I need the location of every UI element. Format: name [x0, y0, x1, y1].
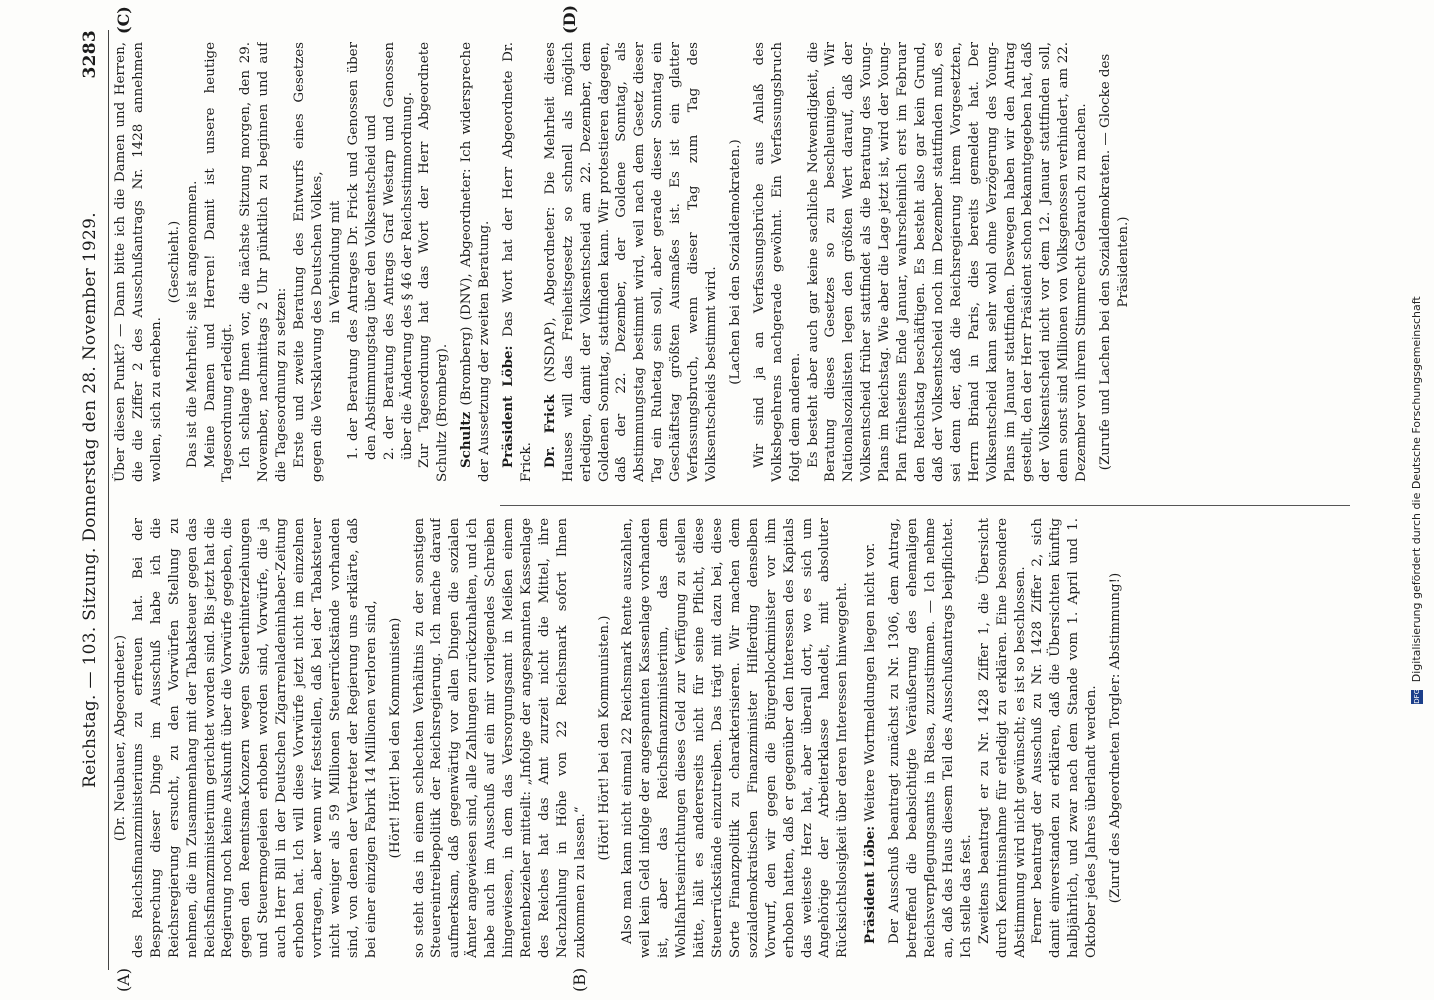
agenda-list [345, 42, 417, 482]
digitization-footer [1410, 0, 1430, 1000]
paragraph: Meine Damen und Herren! Damit ist unsere heutige Tagesordnung erledigt. [202, 42, 236, 482]
speech-text: Weitere Wortmeldungen liegen nicht vor. [863, 542, 879, 822]
page-header [80, 30, 106, 970]
list-item: 1. der Beratung des Antrages Dr. Frick und Genossen über den Abstimmungstag über den Volksentscheid und [345, 42, 379, 460]
right-column [112, 42, 1352, 482]
column-rule [500, 505, 1350, 506]
dfg-logo: DFG [1413, 688, 1421, 704]
interjection: (Zurufe und Lachen bei den Sozialdemokraten. — Glocke des Präsidenten.) [1098, 53, 1131, 471]
speaker-name: Schultz [458, 411, 475, 468]
speaker-name: Präsident Löbe: [862, 825, 879, 944]
footer-text: Digitalisierung gefördert durch die Deutsche Forschungsgemeinschaft [1410, 296, 1423, 683]
paragraph: Über diesen Punkt? — Dann bitte ich die Damen und Herren, die die Ziffer 2 des Ausschußantrags Nr. 1428 annehmen wollen, sich zu erheben. [113, 42, 164, 482]
speech-text: (NSDAP), Abgeordneter: Die Mehrheit dieses Hauses will das Freiheitsgesetz so schnell als möglich erledigen, damit der Volksentscheid am 22. Dezember, dem Goldenen Sonntag, stattfinden kann. Wir protestieren dagegen, daß der 22. Dezember, der Goldene Sonntag, als Abstimmungstag bestimmt wird, weil nach dem Gesetz dieser Tag ein Ruhetag sein soll, aber gerade dieser Sonntag ein Geschäftstag größten Ausmaßes ist. Es ist ein glatter Verfassungsbruch, wenn dieser Tag zum Tag des Volksentscheids bestimmt wird. [542, 42, 719, 482]
interjection: (Hört! Hört! bei den Kommunisten) [387, 617, 403, 859]
speaker-name: Dr. Frick [541, 394, 558, 468]
paragraph: Das ist die Mehrheit; sie ist angenommen. [184, 180, 200, 468]
interjection: (Hört! Hört! bei den Kommunisten.) [596, 615, 612, 861]
paragraph: Zweitens beantragt er zu Nr. 1428 Ziffer 1, die Übersicht durch Kenntnisnahme für erledigt zu erklären. Eine besondere Abstimmung wird nicht gewünscht; es ist so beschlossen. [976, 518, 1028, 958]
margin-marker-a: (A) [114, 967, 133, 992]
header-title: Reichstag. — 103. Sitzung. Donnerstag den 28. November 1929. [80, 212, 100, 788]
margin-marker-d: (D) [560, 4, 579, 34]
paragraph: Der Ausschuß beantragt zunächst zu Nr. 1306, dem Antrag, betreffend die beabsichtigte Veräußerung des ehemaligen Reichsverpflegungsamts in Riesa, zuzustimmen. — Ich nehme an, daß das Haus diesem Teil des Ausschußantrags beipflichtet. Ich stelle das fest. [887, 518, 974, 958]
speaker-paragraph [500, 42, 536, 482]
speech-text: Das Wort hat der Herr Abgeordnete Dr. Frick. [501, 42, 534, 482]
margin-marker-b: (B) [570, 967, 589, 992]
paragraph: in Verbindung mit [327, 200, 343, 324]
agenda-item: Erste und zweite Beratung des Entwurfs eines Gesetzes gegen die Versklavung des Deutschen Volkes, [292, 42, 325, 482]
margin-marker-c: (C) [114, 6, 133, 34]
left-column [112, 518, 1352, 958]
list-item: 2. der Beratung des Antrags Graf Westarp und Genossen über die Änderung des § 46 der Reichsstimmordnung. [381, 42, 415, 460]
paragraph: des Reichsfinanzministeriums zu erfreuen hat. Bei der Besprechung dieser Dinge im Ausschuß habe ich die Reichsregierung ersucht, zu den Vorwürfen Stellung zu nehmen, die im Zusammenhang mit der Tabaksteuer gegen das Reichsfinanzministerium gerichtet worden sind. Bis jetzt hat die Regierung noch keine Auskunft über die Vorwürfe gegeben, die gegen den Reemtsma-Konzern wegen Steuerhinterziehungen und Steuermogeleien erhoben worden sind, Vorwürfe, die ja auch Herr Bill in der Deutschen Zigarrenladeninhaber-Zeitung erhoben hat. Ich will diese Vorwürfe jetzt nicht im einzelnen vortragen, aber wenn wir feststellen, daß bei der Tabaksteuer nicht weniger als 59 Millionen Steuerrückstände vorhanden sind, von denen der Vertreter der Regierung uns erklärte, daß bei einer einzigen Fabrik 14 Millionen verloren sind, [130, 518, 379, 958]
paragraph: Ferner beantragt der Ausschuß zu Nr. 1428 Ziffer 2, sich damit einverstanden zu erklären, daß die Übersichten künftig halbjährlich, und zwar nach dem Stande vom 1. April und 1. Oktober jedes Jahres überlandt werden. [1030, 518, 1100, 958]
speaker-name: Präsident Löbe: [500, 345, 517, 468]
interjection: (Lachen bei den Sozialdemokraten.) [727, 139, 743, 385]
interjection: (Geschieht.) [166, 220, 182, 304]
interjection: (Zuruf des Abgeordneten Torgler: Abstimmung!) [1108, 572, 1124, 904]
page-number: 3283 [80, 30, 100, 79]
paragraph: Wir sind ja an Verfassungsbrüche aus Anlaß des Volksbegehrens nachgerade gewöhnt. Ein Verfassungsbruch folgt dem anderen. [751, 42, 803, 482]
speaker-paragraph [862, 518, 880, 958]
speech-text: (Bromberg) (DNV), Abgeordneter: Ich widerspreche der Aussetzung der zweiten Beratung. [459, 42, 493, 482]
paragraph: Zur Tagesordnung hat das Wort der Herr Abgeordnete Schultz (Bromberg). [417, 42, 451, 482]
paragraph: Es besteht aber auch gar keine sachliche Notwendigkeit, die Beratung dieses Gesetzes so zu beschleunigen. Wir Nationalsozialisten legen den größten Wert darauf, daß der Volksentscheid früher stattfindet als die Beratung des Young-Plans im Reichstag. Wie aber die Lage jetzt ist, wird der Young-Plan frühestens Ende Januar, wahrscheinlich erst im Februar den Reichstag beschäftigen. Es besteht also gar kein Grund, daß der Volksentscheid noch im Dezember stattfinden muß, es sei denn der, daß die Reichsregierung ihrem Vorgesetzten, Herrn Briand in Paris, dies bereits gemeldet hat. Der Volksentscheid kann sehr wohl ohne Verzögerung des Young-Plans im Januar stattfinden. Deswegen haben wir den Antrag gestellt, den der Herr Präsident schon bekanntgegeben hat, daß der Volksentscheid nicht vor dem 12. Januar stattfinden soll, denn sonst sind Millionen von Volksgenossen verhindert, am 22. Dezember von ihrem Stimmrecht Gebrauch zu machen. [805, 42, 1090, 482]
paragraph: Also man kann nicht einmal 22 Reichsmark Rente auszahlen, weil kein Geld infolge der angespannten Kassenlage vorhanden ist, aber das Reichsfinanzministerium, das dem Wohlfahrtseinrichtungen dieses Geld zur Verfügung zu stellen hätte, hält es andererseits nicht für seine Pflicht, diese Steuerrückstände einzutreiben. Das trägt mit dazu bei, diese Sorte Finanzpolitik zu charakterisieren. Wir machen dem sozialdemokratischen Finanzminister Hilferding denselben Vorwurf, den wir gegen die Bürgerblockminister vor ihm erhoben hatten, daß er gegenüber den Interessen des Kapitals das weiteste Herz hat, aber überall dort, wo es sich um Angehörige der Arbeiterklasse handelt, mit absoluter Rücksichtslosigkeit über deren Interessen hinweggeht. [620, 518, 851, 958]
speaker-paragraph [542, 42, 721, 482]
speaker-continuation: (Dr. Neubauer, Abgeordneter.) [113, 634, 128, 842]
paragraph: Ich schlage Ihnen vor, die nächste Sitzung morgen, den 29. November, nachmittags 2 Uhr pünktlich zu beginnen und auf die Tagesordnung zu setzen: [238, 42, 290, 482]
paragraph: so steht das in einem schlechten Verhältnis zu der sonstigen Steuereintreibepolitik der Reichsregierung. Ich mache darauf aufmerksam, daß gegenwärtig vor allen Dingen die sozialen Ämter angewiesen sind, alle Zahlungen zurückzuhalten, und ich habe auch im Ausschuß auf ein mir vorliegendes Schreiben hingewiesen, in dem das Versorgungsamt in Meißen einem Rentenbezieher mitteilt: „Infolge der angespannten Kassenlage des Reiches hat das Amt zurzeit nicht die Mittel, ihre Nachzahlung in Höhe von 22 Reichsmark sofort Ihnen zukommen zu lassen.“ [411, 518, 588, 958]
header-rule [108, 30, 109, 970]
speaker-paragraph [458, 42, 494, 482]
